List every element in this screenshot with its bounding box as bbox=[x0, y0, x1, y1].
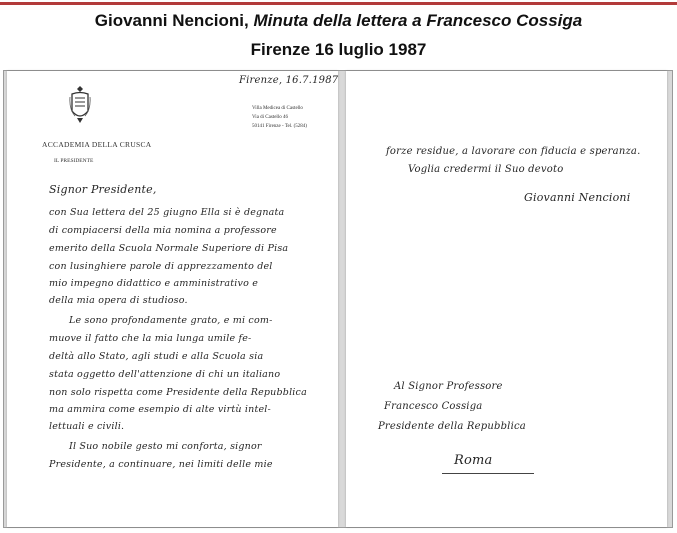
crest-logo-icon bbox=[69, 85, 91, 125]
letter-page-right bbox=[346, 71, 667, 527]
letter-line: di compiacersi della mia nomina a professore bbox=[49, 225, 277, 236]
letter-line: lettuali e civili. bbox=[49, 421, 125, 432]
addressee-line: Presidente della Repubblica bbox=[378, 421, 526, 432]
top-rule bbox=[0, 2, 677, 5]
letter-line: con Sua lettera del 25 giugno Ella si è degnata bbox=[49, 207, 285, 218]
letter-line: con lusinghiere parole di apprezzamento del bbox=[49, 261, 273, 272]
work-title: Minuta della lettera a Francesco Cossiga bbox=[253, 11, 583, 30]
letter-line: muove il fatto che la mia lunga umile fe- bbox=[49, 333, 252, 344]
city-underline bbox=[442, 473, 534, 474]
letterhead-address-line: Via di Castello 46 bbox=[252, 115, 288, 120]
letter-page-left bbox=[7, 71, 338, 527]
letter-line: ma ammira come esempio di alte virtù intel- bbox=[49, 404, 271, 415]
letter-line: Presidente, a continuare, nei limiti delle mie bbox=[49, 459, 273, 470]
letter-dateline: Firenze, 16.7.1987 bbox=[239, 75, 339, 86]
letterhead-address-line: Villa Medicea di Castello bbox=[252, 106, 303, 111]
letter-line: della mia opera di studioso. bbox=[49, 295, 188, 306]
letterhead-address-line: 50141 Firenze - Tel. (5284) bbox=[252, 124, 307, 129]
salutation: Signor Presidente, bbox=[49, 183, 157, 196]
letter-line: forze residue, a lavorare con fiducia e speranza. bbox=[386, 146, 641, 157]
document-title bbox=[0, 11, 677, 31]
letter-scan-frame bbox=[3, 70, 673, 528]
author-name: Giovanni Nencioni bbox=[94, 11, 244, 30]
letter-line: mio impegno didattico e amministrativo e bbox=[49, 278, 259, 289]
letter-line: deltà allo Stato, agli studi e alla Scuola sia bbox=[49, 351, 264, 362]
academy-name: ACCADEMIA DELLA CRUSCA bbox=[42, 140, 152, 149]
letter-line: Le sono profondamente grato, e mi com- bbox=[69, 315, 273, 326]
letter-line: emerito della Scuola Normale Superiore di Pisa bbox=[49, 243, 289, 254]
signature: Giovanni Nencioni bbox=[524, 191, 631, 204]
letter-line: non solo rispetta come Presidente della Repubblica bbox=[49, 387, 307, 398]
letterhead-title: IL PRESIDENTE bbox=[54, 158, 94, 164]
addressee-line: Al Signor Professore bbox=[394, 381, 503, 392]
title-separator: , bbox=[244, 11, 249, 30]
closing-line: Voglia credermi il Suo devoto bbox=[408, 164, 564, 175]
addressee-line: Francesco Cossiga bbox=[384, 401, 483, 412]
letter-line: stata oggetto dell'attenzione di chi un italiano bbox=[49, 369, 281, 380]
addressee-city: Roma bbox=[454, 453, 493, 468]
document-date: Firenze 16 luglio 1987 bbox=[250, 40, 427, 59]
letter-line: Il Suo nobile gesto mi conforta, signor bbox=[69, 441, 262, 452]
